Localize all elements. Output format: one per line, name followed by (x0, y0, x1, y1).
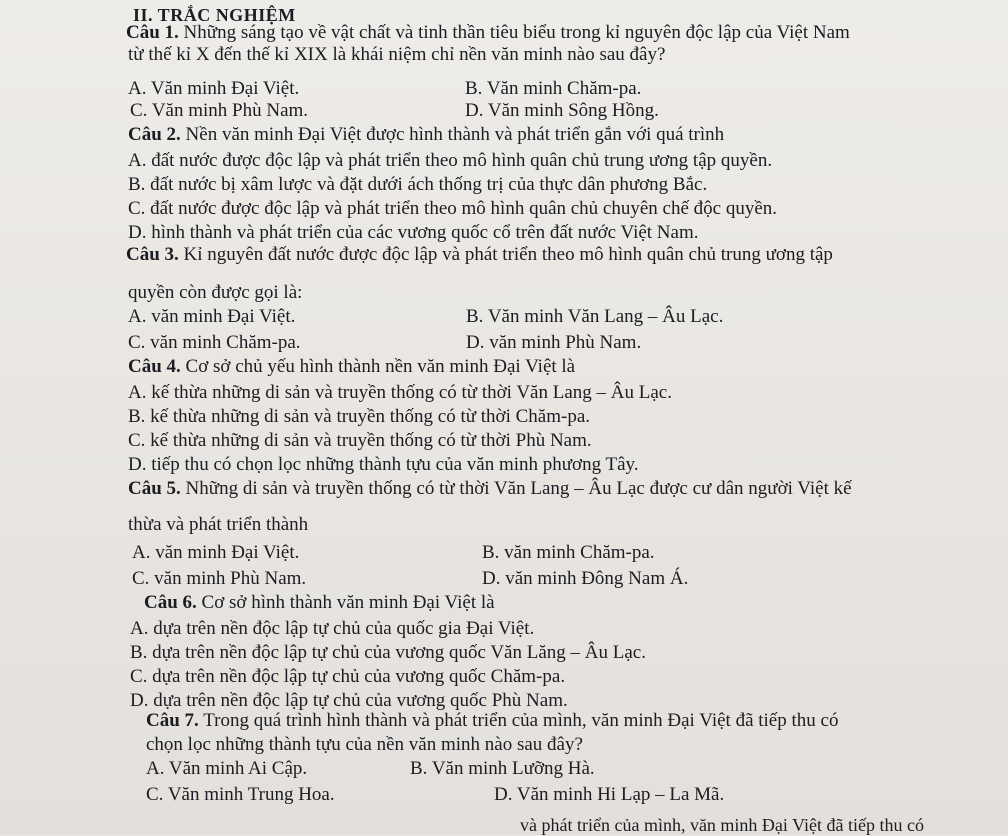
cutoff-text-line: và phát triển của mình, văn minh Đại Việt đã tiếp thu có (520, 815, 924, 835)
question-5-option-b: B. văn minh Chăm-pa. (482, 542, 655, 563)
section-title: II. TRẮC NGHIỆM (133, 5, 296, 25)
question-3-option-a: A. văn minh Đại Việt. (128, 306, 296, 327)
question-7-option-b: B. Văn minh Lưỡng Hà. (410, 758, 595, 779)
question-1-option-b: B. Văn minh Chăm-pa. (465, 78, 642, 99)
question-5-stem-line-2: thừa và phát triển thành (128, 514, 309, 535)
question-3-stem-line-1: Câu 3. Kỉ nguyên đất nước được độc lập và phát triển theo mô hình quân chủ trung ương tập (126, 244, 833, 265)
question-6-option-d: D. dựa trên nền độc lập tự chủ của vương quốc Phù Nam. (130, 690, 568, 711)
question-3-option-b: B. Văn minh Văn Lang – Âu Lạc. (466, 306, 724, 327)
question-1-stem-line-1: Câu 1. Những sáng tạo về vật chất và tinh thần tiêu biểu trong kỉ nguyên độc lập của Việt Nam (126, 22, 850, 43)
question-1-option-c: C. Văn minh Phù Nam. (130, 100, 309, 121)
question-1-label: Câu 1. (126, 22, 179, 43)
question-2-option-d: D. hình thành và phát triển của các vương quốc cổ trên đất nước Việt Nam. (128, 222, 699, 243)
question-4-stem: Câu 4. Cơ sở chủ yếu hình thành nền văn minh Đại Việt là (128, 356, 576, 377)
question-1-option-a: A. Văn minh Đại Việt. (128, 78, 300, 99)
question-1-option-d: D. Văn minh Sông Hồng. (465, 100, 659, 121)
question-4-label: Câu 4. (128, 356, 181, 377)
question-6-stem: Câu 6. Cơ sở hình thành văn minh Đại Việt là (144, 592, 495, 613)
question-2-option-a: A. đất nước được độc lập và phát triển theo mô hình quân chủ trung ương tập quyền. (128, 150, 773, 171)
question-2-stem: Câu 2. Nền văn minh Đại Việt được hình thành và phát triển gắn với quá trình (128, 124, 725, 145)
question-7-stem-line-1: Câu 7. Trong quá trình hình thành và phát triển của mình, văn minh Đại Việt đã tiếp thu có (146, 710, 839, 731)
question-7-option-a: A. Văn minh Ai Cập. (146, 758, 308, 779)
question-5-option-a: A. văn minh Đại Việt. (132, 542, 300, 563)
question-2-label: Câu 2. (128, 124, 181, 145)
question-4-option-d: D. tiếp thu có chọn lọc những thành tựu của văn minh phương Tây. (128, 454, 639, 475)
question-6-option-b: B. dựa trên nền độc lập tự chủ của vương quốc Văn Lăng – Âu Lạc. (130, 642, 646, 663)
question-7-option-c: C. Văn minh Trung Hoa. (146, 784, 335, 805)
question-6-label: Câu 6. (144, 592, 197, 613)
question-3-label: Câu 3. (126, 244, 179, 265)
question-6-option-a: A. dựa trên nền độc lập tự chủ của quốc gia Đại Việt. (130, 618, 535, 639)
question-5-label: Câu 5. (128, 478, 181, 499)
question-1-stem-line-2: từ thế kỉ X đến thế kỉ XIX là khái niệm chỉ nền văn minh nào sau đây? (128, 44, 666, 65)
question-4-option-a: A. kế thừa những di sản và truyền thống có từ thời Văn Lang – Âu Lạc. (128, 382, 672, 403)
question-3-stem-line-2: quyền còn được gọi là: (128, 282, 303, 303)
question-7-label: Câu 7. (146, 710, 199, 731)
question-7-option-d: D. Văn minh Hi Lạp – La Mã. (494, 784, 725, 805)
question-4-option-c: C. kế thừa những di sản và truyền thống có từ thời Phù Nam. (128, 430, 592, 451)
question-5-option-c: C. văn minh Phù Nam. (132, 568, 307, 589)
question-5-option-d: D. văn minh Đông Nam Á. (482, 568, 689, 589)
question-5-stem-line-1: Câu 5. Những di sản và truyền thống có từ thời Văn Lang – Âu Lạc được cư dân người Việt kế (128, 478, 852, 499)
question-2-option-c: C. đất nước được độc lập và phát triển theo mô hình quân chủ chuyên chế độc quyền. (128, 198, 778, 219)
question-6-option-c: C. dựa trên nền độc lập tự chủ của vương quốc Chăm-pa. (130, 666, 566, 687)
question-3-option-c: C. văn minh Chăm-pa. (128, 332, 301, 353)
question-7-stem-line-2: chọn lọc những thành tựu của nền văn minh nào sau đây? (146, 734, 583, 755)
question-4-option-b: B. kế thừa những di sản và truyền thống có từ thời Chăm-pa. (128, 406, 591, 427)
question-2-option-b: B. đất nước bị xâm lược và đặt dưới ách thống trị của thực dân phương Bắc. (128, 174, 708, 195)
question-3-option-d: D. văn minh Phù Nam. (466, 332, 642, 353)
